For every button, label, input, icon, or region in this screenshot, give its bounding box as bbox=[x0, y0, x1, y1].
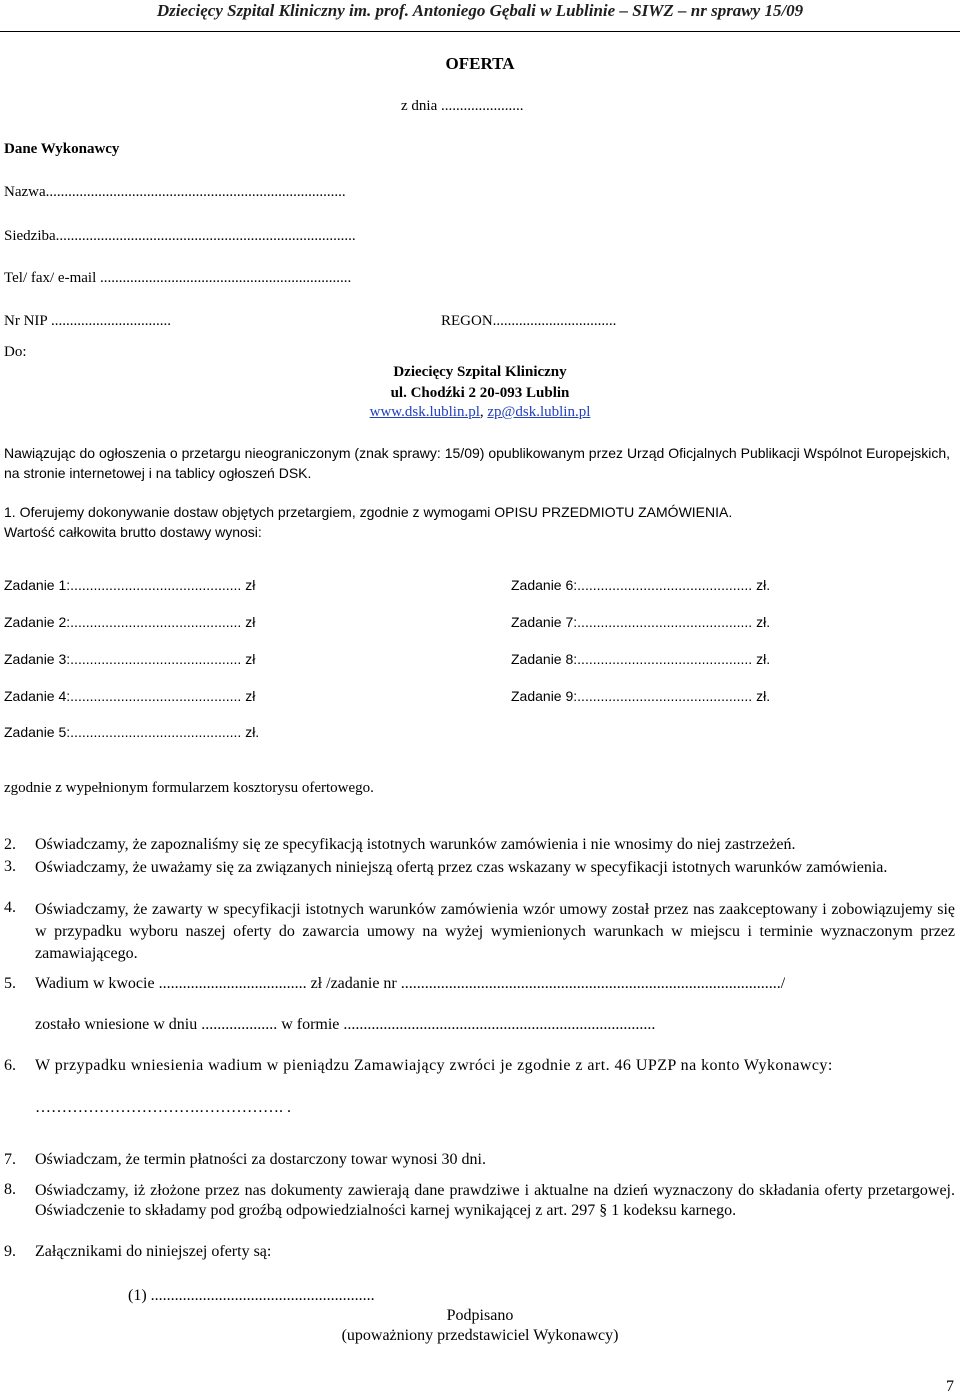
signature-role: (upoważniony przedstawiciel Wykonawcy) bbox=[341, 1327, 619, 1344]
task-field[interactable]: Zadanie 3:............................................ zł bbox=[4, 651, 256, 667]
task-field[interactable]: Zadanie 4:............................................ zł bbox=[4, 688, 256, 704]
point-text: W przypadku wniesienia wadium w pieniądzu Zamawiający zwróci je zgodnie z art. 46 UPZP na konto Wykonawcy: bbox=[35, 1057, 833, 1074]
contractor-seat-field[interactable]: Siedziba................................................................................ bbox=[4, 228, 356, 244]
deposit-date-field[interactable]: zostało wniesione w dniu ................... w formie .............................................................................. bbox=[35, 1016, 656, 1033]
attachment-field[interactable]: (1) ........................................................ bbox=[128, 1287, 375, 1304]
task-field[interactable]: Zadanie 2:............................................ zł bbox=[4, 614, 256, 630]
contractor-heading: Dane Wykonawcy bbox=[4, 141, 120, 157]
signature-label: Podpisano bbox=[446, 1307, 514, 1324]
task-field[interactable]: Zadanie 6:............................................. zł. bbox=[511, 577, 771, 593]
point-number: 8. bbox=[4, 1181, 16, 1198]
task-field[interactable]: Zadanie 5:............................................ zł. bbox=[4, 724, 260, 740]
point-number: 9. bbox=[4, 1243, 16, 1260]
point-number: 3. bbox=[4, 858, 16, 875]
point-text: Oświadczamy, iż złożone przez nas dokumenty zawierają dane prawdziwe i aktualne na dzień wyznaczony do składania oferty przetargowej. Oświadczenie to składamy pod groźbą odpowiedzialności karnej wynikającej z art. 297 § 1 kodeksu karnego. bbox=[35, 1182, 955, 1219]
deposit-field[interactable]: Wadium w kwocie ..................................... zł /zadanie nr .............................................................................................../ bbox=[35, 975, 786, 992]
recipient-email-link[interactable]: zp@dsk.lublin.pl bbox=[487, 404, 591, 420]
point-text: Oświadczamy, że uważamy się za związanych niniejszą ofertą przez czas wskazany w specyfikacji istotnych warunków zamówienia. bbox=[35, 859, 888, 876]
page-number: 7 bbox=[946, 1378, 954, 1395]
running-header: Dziecięcy Szpital Kliniczny im. prof. Antoniego Gębali w Lublinie – SIWZ – nr sprawy 15/09 bbox=[156, 1, 804, 20]
point-number: 5. bbox=[4, 975, 16, 992]
to-label: Do: bbox=[4, 344, 27, 360]
recipient-name: Dziecięcy Szpital Kliniczny bbox=[393, 364, 567, 380]
document-title: OFERTA bbox=[445, 54, 515, 73]
point-text: Oświadczamy, że zapoznaliśmy się ze specyfikacją istotnych warunków zamówienia i nie wnosimy do niej zastrzeżeń. bbox=[35, 836, 796, 853]
task-field[interactable]: Zadanie 9:............................................. zł. bbox=[511, 688, 771, 704]
contractor-contact-field[interactable]: Tel/ fax/ e-mail ................................................................... bbox=[4, 270, 352, 286]
contractor-nip-field[interactable]: Nr NIP ................................ bbox=[4, 313, 171, 329]
recipient-separator: , bbox=[479, 404, 484, 420]
task-field[interactable]: Zadanie 8:............................................. zł. bbox=[511, 651, 771, 667]
recipient-address: ul. Chodźki 2 20-093 Lublin bbox=[390, 385, 570, 401]
task-field[interactable]: Zadanie 1:............................................ zł bbox=[4, 577, 256, 593]
point-1-line-1: 1. Oferujemy dokonywanie dostaw objętych przetargiem, zgodnie z wymogami OPISU PRZEDMIOTU ZAMÓWIENIA. bbox=[4, 504, 733, 520]
point-text: Oświadczam, że termin płatności za dostarczony towar wynosi 30 dni. bbox=[35, 1151, 486, 1168]
point-number: 4. bbox=[4, 899, 16, 916]
point-number: 2. bbox=[4, 836, 16, 853]
recipient-contacts bbox=[0, 404, 960, 421]
contractor-name-field[interactable]: Nazwa................................................................................ bbox=[4, 184, 346, 200]
task-field[interactable]: Zadanie 7:............................................. zł. bbox=[511, 614, 771, 630]
recipient-website-link[interactable]: www.dsk.lublin.pl bbox=[369, 404, 480, 420]
intro-paragraph: Nawiązując do ogłoszenia o przetargu nieograniczonym (znak sprawy: 15/09) opublikowanym przez Urząd Oficjalnych Publikacji Wspólnot Europejskich, na stronie internetowej i na tablicy ogłoszeń DSK. bbox=[4, 445, 950, 481]
point-1-line-2: Wartość całkowita brutto dostawy wynosi: bbox=[4, 524, 262, 540]
bank-account-field[interactable]: ………………………….……………. . bbox=[35, 1099, 291, 1116]
cost-note: zgodnie z wypełnionym formularzem kosztorysu ofertowego. bbox=[4, 780, 374, 796]
header-divider bbox=[0, 31, 960, 32]
point-text: Oświadczamy, że zawarty w specyfikacji istotnych warunków zamówienia wzór umowy został przez nas zaakceptowany i zobowiązujemy się w przypadku wyboru naszej oferty do zawarcia umowy na wyżej wymienionych warunkach w miejscu i terminie wyznaczonym przez zamawiającego. bbox=[35, 901, 955, 962]
point-number: 6. bbox=[4, 1057, 16, 1074]
point-number: 7. bbox=[4, 1151, 16, 1168]
point-text: Załącznikami do niniejszej oferty są: bbox=[35, 1243, 272, 1260]
contractor-regon-field[interactable]: REGON................................. bbox=[441, 313, 617, 329]
date-line: z dnia ...................... bbox=[401, 98, 524, 114]
